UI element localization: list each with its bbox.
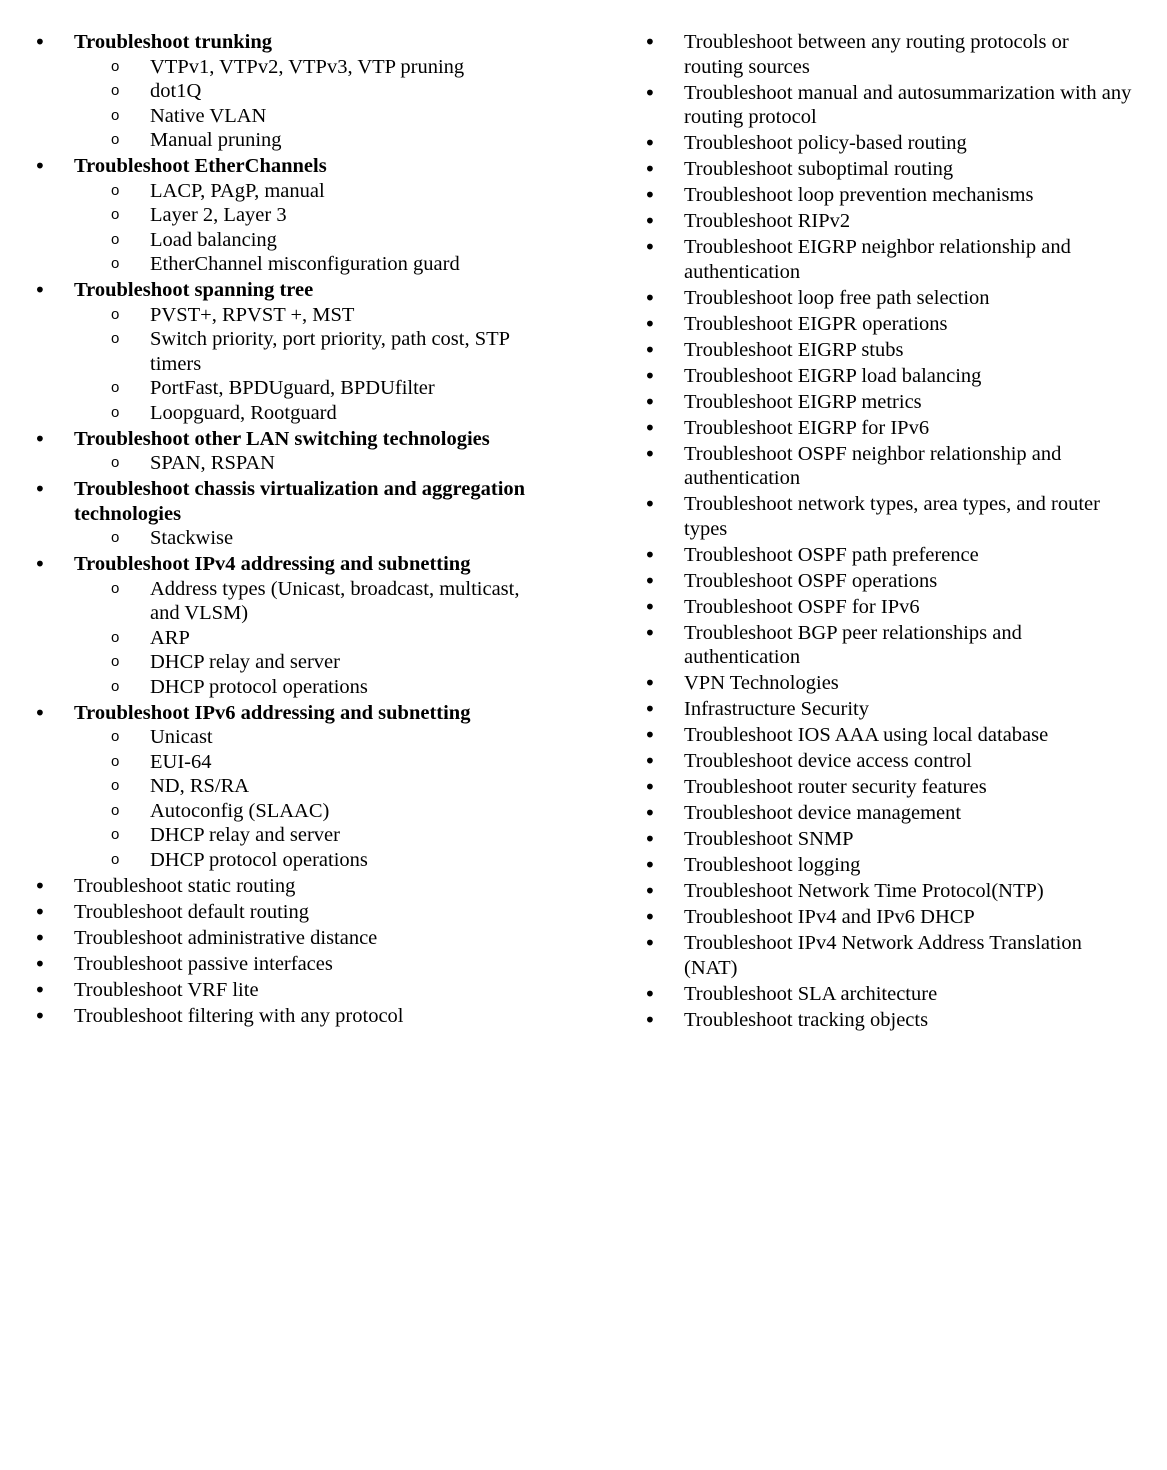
sub-list [74,55,552,153]
list-item [642,416,1132,441]
sub-list [74,179,552,277]
list-item-label: Troubleshoot IPv4 Network Address Translation (NAT) [684,932,1082,979]
list-item [642,1008,1132,1033]
sub-list-item: o SPAN, RSPAN [74,451,552,476]
list-item [642,931,1132,980]
list-item [642,723,1132,748]
list-item-label: Troubleshoot EtherChannels [74,155,327,177]
list-item-label: Troubleshoot OSPF neighbor relationship and authentication [684,442,1062,489]
list-item [32,900,552,925]
list-item-label: Troubleshoot OSPF for IPv6 [684,595,920,618]
list-item [642,982,1132,1007]
list-item-label: Troubleshoot trunking [74,31,273,53]
list-item [642,595,1132,620]
list-item-label: Troubleshoot IPv6 addressing and subnetting [74,701,471,724]
list-item-label: Troubleshoot SNMP [684,828,854,850]
sub-list-item: o ARP [74,626,552,651]
sub-list-item: o Switch priority, port priority, path cost, STP timers [74,327,552,376]
sub-list-item: o Load balancing [74,228,552,253]
sub-list-item: o EUI-64 [74,750,552,775]
sub-list-item: o PVST+, RPVST +, MST [74,303,552,328]
list-item-label: Troubleshoot filtering with any protocol [74,1004,404,1027]
list-item-label: Troubleshoot loop prevention mechanisms [684,184,1034,206]
list-item [642,209,1132,234]
list-item [642,697,1132,722]
list-item-label: Troubleshoot EIGRP load balancing [684,364,982,387]
list-item [32,701,552,873]
list-item-label: Troubleshoot static routing [74,874,296,897]
list-item-label: Troubleshoot spanning tree [74,279,314,301]
list-item [642,81,1132,130]
list-item-label: Troubleshoot IPv4 and IPv6 DHCP [684,906,975,928]
sub-list [74,451,552,476]
sub-list-item: o dot1Q [74,79,552,104]
sub-list-item: o Unicast [74,725,552,750]
list-item [642,827,1132,852]
list-item [642,569,1132,594]
sub-list-item: o Layer 2, Layer 3 [74,203,552,228]
list-item-label: Troubleshoot device access control [684,750,972,772]
list-item-label: Troubleshoot chassis virtualization and aggregation technologies [74,478,526,525]
sub-list-item: o DHCP relay and server [74,823,552,848]
list-item [642,905,1132,930]
list-item [642,286,1132,311]
list-item [32,1004,552,1029]
list-item [642,183,1132,208]
sub-list-item: o LACP, PAgP, manual [74,179,552,204]
list-item-label: Troubleshoot policy-based routing [684,132,967,154]
list-item [32,874,552,899]
list-item-label: Troubleshoot network types, area types, and router types [684,493,1100,540]
list-item [642,543,1132,568]
list-item-label: Troubleshoot logging [684,854,861,876]
list-item [642,801,1132,826]
sub-list-item: o PortFast, BPDUguard, BPDUfilter [74,376,552,401]
list-item-label: Troubleshoot manual and autosummarization with any routing protocol [684,81,1132,128]
list-item-label: Infrastructure Security [684,698,869,720]
list-item-label: Troubleshoot EIGRP neighbor relationship and authentication [684,236,1071,283]
list-item [642,749,1132,774]
sub-list-item: o Loopguard, Rootguard [74,401,552,426]
list-item [642,390,1132,415]
list-item [642,879,1132,904]
list-item-label: Troubleshoot EIGRP metrics [684,390,922,413]
list-item [642,853,1132,878]
sub-list [74,577,552,700]
list-item-label: Troubleshoot OSPF path preference [684,543,979,566]
list-item [32,278,552,425]
list-item [32,477,552,551]
list-item-label: Troubleshoot administrative distance [74,926,378,949]
list-item-label: Troubleshoot IPv4 addressing and subnetting [74,553,471,575]
list-item-label: Troubleshoot VRF lite [74,978,259,1001]
list-item-label: Troubleshoot device management [684,802,962,824]
list-item-label: Troubleshoot loop free path selection [684,286,990,309]
list-item [32,952,552,977]
list-item-label: Troubleshoot tracking objects [684,1008,929,1031]
sub-list-item: o DHCP protocol operations [74,848,552,873]
list-item-label: Troubleshoot passive interfaces [74,952,333,975]
sub-list-item: o EtherChannel misconfiguration guard [74,252,552,277]
list-item [642,775,1132,800]
sub-list [74,526,552,551]
sub-list-item: o Autoconfig (SLAAC) [74,799,552,824]
list-item [642,621,1132,670]
list-item [642,364,1132,389]
list-item [642,442,1132,491]
list-item [642,131,1132,156]
list-item [642,235,1132,284]
sub-list [74,303,552,426]
list-item [32,978,552,1003]
list-item [32,552,552,699]
list-item-label: Troubleshoot IOS AAA using local database [684,724,1049,746]
list-item-label: VPN Technologies [684,672,839,694]
list-item-label: Troubleshoot Network Time Protocol(NTP) [684,880,1044,902]
sub-list-item: o Address types (Unicast, broadcast, multicast, and VLSM) [74,577,552,626]
list-item-label: Troubleshoot RIPv2 [684,210,851,232]
sub-list-item: o ND, RS/RA [74,774,552,799]
sub-list-item: o Stackwise [74,526,552,551]
list-item [642,492,1132,541]
sub-list-item: o DHCP relay and server [74,650,552,675]
list-item-label: Troubleshoot other LAN switching technologies [74,427,490,450]
list-item-label: Troubleshoot default routing [74,900,309,923]
right-column [642,30,1132,1034]
topic-list-right [642,30,1132,1032]
list-item [642,338,1132,363]
list-item-label: Troubleshoot EIGRP for IPv6 [684,416,930,439]
list-item-label: Troubleshoot between any routing protocols or routing sources [684,31,1069,78]
list-item-label: Troubleshoot SLA architecture [684,982,938,1005]
list-item-label: Troubleshoot EIGPR operations [684,312,948,335]
sub-list-item: o DHCP protocol operations [74,675,552,700]
list-item-label: Troubleshoot BGP peer relationships and authentication [684,621,1022,668]
list-item [642,157,1132,182]
list-item-label: Troubleshoot OSPF operations [684,569,938,592]
topic-list-left [32,30,552,1028]
list-item [642,671,1132,696]
list-item [32,30,552,153]
list-item [642,30,1132,79]
list-item-label: Troubleshoot router security features [684,776,987,798]
sub-list-item: o Native VLAN [74,104,552,129]
list-item [32,154,552,277]
sub-list-item: o Manual pruning [74,128,552,153]
sub-list-item: o VTPv1, VTPv2, VTPv3, VTP pruning [74,55,552,80]
left-column [32,30,552,1030]
list-item [32,427,552,476]
list-item-label: Troubleshoot suboptimal routing [684,158,954,180]
sub-list [74,725,552,872]
list-item-label: Troubleshoot EIGRP stubs [684,338,904,361]
list-item [642,312,1132,337]
list-item [32,926,552,951]
